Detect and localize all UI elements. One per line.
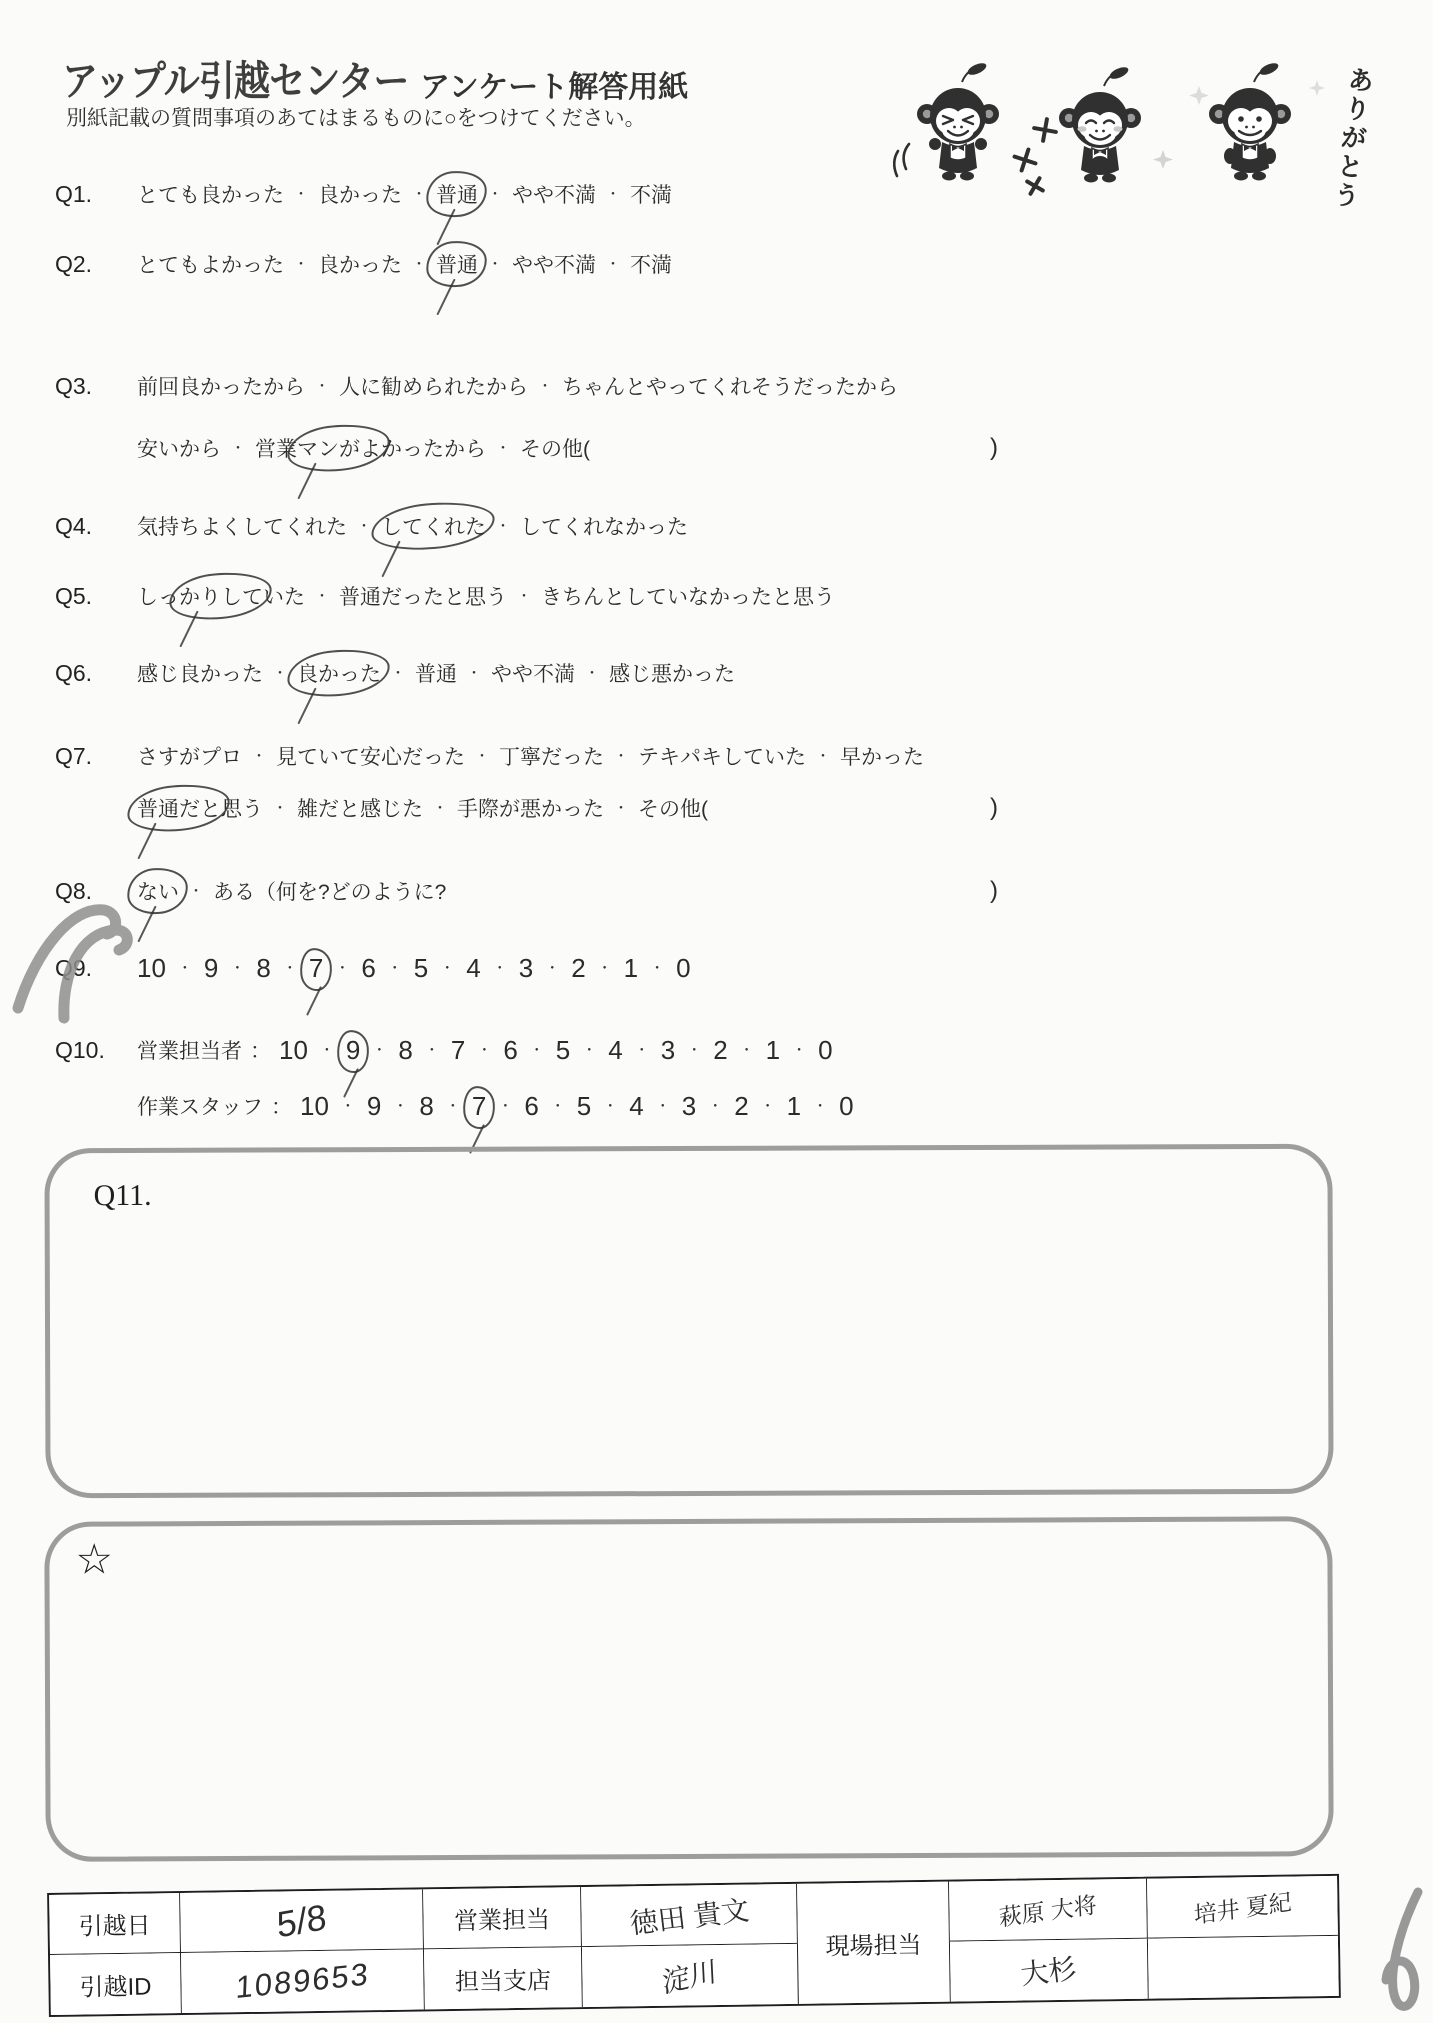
option: 丁寧だった — [499, 746, 604, 769]
cell-label: 営業担当 — [453, 1906, 551, 1935]
separator: ・ — [687, 1042, 702, 1058]
separator: ・ — [319, 1042, 334, 1058]
option: ある（何を?どのように? — [213, 881, 447, 904]
handwritten-crew-name: 培井 夏紀 — [1193, 1888, 1292, 1929]
star-comment-box — [44, 1516, 1333, 1862]
separator: ・ — [315, 588, 329, 604]
branch-label-cell — [424, 1947, 583, 2009]
handwritten-move-date: 5/8 — [275, 1895, 328, 1946]
question-number: Q9. — [55, 954, 93, 981]
score-option: 7 — [450, 1034, 466, 1065]
circled-option: してくれた — [381, 511, 486, 541]
option: 見ていて安心だった — [276, 746, 465, 769]
separator: ・ — [655, 1098, 670, 1114]
question-number: Q7. — [55, 742, 93, 769]
separator: ・ — [550, 1098, 565, 1114]
crew-name-cell — [950, 1939, 1149, 2002]
separator: ・ — [340, 1098, 355, 1114]
star-icon: ☆ — [75, 1535, 114, 1583]
separator: ・ — [273, 800, 287, 816]
cell-label: 引越ID — [79, 1972, 152, 2002]
separator: ・ — [475, 748, 489, 764]
question-row-q9 — [55, 950, 1365, 986]
separator: ・ — [467, 665, 481, 681]
separator: ・ — [273, 665, 287, 681]
move-date-value-cell — [180, 1889, 424, 1953]
crew-name-cell — [949, 1879, 1148, 1942]
score-option: 3 — [660, 1034, 676, 1065]
circled-option-part: かりして — [179, 581, 263, 611]
separator: ・ — [387, 960, 402, 976]
option: やや不満 — [512, 254, 596, 277]
separator: ・ — [445, 1098, 460, 1114]
handwritten-sales-name: 徳田 貴文 — [627, 1893, 751, 1940]
question-number: Q10. — [55, 1036, 105, 1063]
option: 感じ良かった — [137, 663, 263, 686]
score-option: 2 — [713, 1034, 728, 1065]
question-row-q4 — [55, 508, 1365, 544]
separator: ・ — [650, 960, 665, 976]
score-option: 9 — [366, 1090, 382, 1121]
separator: ・ — [372, 1042, 387, 1058]
circled-score: 7 — [471, 1090, 487, 1121]
score-option: 0 — [818, 1034, 833, 1065]
option-text: かったから — [381, 438, 486, 461]
separator: ・ — [393, 1098, 408, 1114]
separator: ・ — [282, 960, 297, 976]
handwritten-crew-name: 大杉 — [1019, 1952, 1079, 1991]
separator: ・ — [496, 518, 510, 534]
circled-option: ない — [137, 876, 179, 906]
option: 感じ悪かった — [609, 663, 735, 686]
option: 早かった — [840, 746, 924, 769]
score-option: 1 — [786, 1090, 802, 1121]
circled-option: 良かった — [297, 658, 381, 688]
colon: ： — [250, 1040, 271, 1063]
score-option: 3 — [518, 952, 534, 983]
separator: ・ — [816, 748, 830, 764]
move-id-value-cell — [181, 1949, 425, 2013]
score-option: 8 — [419, 1090, 434, 1121]
score-option: 0 — [676, 952, 691, 983]
score-option: 4 — [466, 952, 481, 983]
option: 良かった — [318, 184, 402, 207]
option — [137, 581, 305, 611]
cell-label: 担当支店 — [454, 1967, 552, 1996]
separator: ・ — [517, 588, 531, 604]
question-row-q3-line2 — [55, 430, 1365, 466]
option: とてもよかった — [137, 254, 284, 277]
separator: ・ — [614, 748, 628, 764]
question-row-q2 — [55, 246, 1365, 282]
monkey-3 — [1209, 61, 1291, 181]
circled-option: 普通 — [436, 179, 478, 209]
score-option: 5 — [576, 1090, 592, 1121]
separator: ・ — [597, 960, 612, 976]
separator: ・ — [498, 1098, 513, 1114]
score-option: 5 — [555, 1034, 571, 1065]
score-option: 3 — [681, 1090, 697, 1121]
handwritten-branch-name: 淀川 — [661, 1955, 719, 1999]
score-option: 9 — [203, 952, 219, 983]
separator: ・ — [739, 1042, 754, 1058]
option-other: その他( — [638, 798, 708, 821]
separator: ・ — [606, 186, 620, 202]
sales-label-cell — [423, 1887, 582, 1949]
close-paren: ) — [990, 794, 998, 821]
question-row-q7-line1 — [55, 738, 1365, 774]
option: さすがプロ — [137, 746, 242, 769]
separator: ・ — [496, 440, 510, 456]
separator: ・ — [614, 800, 628, 816]
option: 不満 — [630, 254, 672, 277]
circled-option-part: 普通だと — [137, 793, 221, 823]
move-date-label-cell — [49, 1893, 181, 1955]
option: 普通だったと思う — [339, 586, 507, 609]
score-option: 4 — [608, 1034, 623, 1065]
separator: ・ — [708, 1098, 723, 1114]
site-label-cell — [797, 1882, 951, 2004]
separator: ・ — [477, 1042, 492, 1058]
handwritten-move-id: 1089653 — [234, 1956, 371, 2006]
separator: ・ — [488, 186, 502, 202]
question-row-q3-line1 — [55, 368, 1365, 404]
option: してくれなかった — [520, 516, 688, 539]
separator: ・ — [538, 378, 552, 394]
option — [255, 433, 486, 463]
circled-option: 普通 — [436, 249, 478, 279]
score-option: 10 — [137, 952, 166, 983]
score-option: 2 — [734, 1090, 749, 1121]
separator: ・ — [424, 1042, 439, 1058]
question-row-q6 — [55, 655, 1365, 691]
separator: ・ — [412, 256, 426, 272]
option: 不満 — [630, 184, 672, 207]
separator: ・ — [315, 378, 329, 394]
score-option: 1 — [765, 1034, 781, 1065]
cell-label: 現場担当 — [825, 1931, 922, 1960]
separator: ・ — [582, 1042, 597, 1058]
score-option: 10 — [279, 1034, 308, 1065]
separator: ・ — [792, 1042, 807, 1058]
separator: ・ — [760, 1098, 775, 1114]
option: やや不満 — [491, 663, 575, 686]
option: とても良かった — [137, 184, 284, 207]
crew-name-cell — [1147, 1876, 1338, 1939]
separator: ・ — [231, 440, 245, 456]
question-row-q1 — [55, 176, 1365, 212]
score-option: 6 — [361, 952, 376, 983]
score-option: 10 — [300, 1090, 329, 1121]
sheet-title: アンケート解答用紙 — [420, 71, 689, 104]
handwritten-crew-name: 萩原 大将 — [998, 1891, 1098, 1931]
separator: ・ — [545, 960, 560, 976]
circled-score: 7 — [308, 952, 324, 983]
separator: ・ — [488, 256, 502, 272]
grey-pen-scribble-right — [1376, 1886, 1433, 2023]
option-text: しっ — [137, 586, 179, 609]
q11-label: Q11. — [93, 1178, 152, 1213]
option: 雑だと感じた — [297, 798, 423, 821]
thank-you-text: ありがとう — [1328, 64, 1377, 213]
branch-name-cell — [582, 1944, 799, 2007]
separator: ・ — [412, 186, 426, 202]
question-number: Q5. — [55, 582, 93, 609]
colon: ： — [271, 1096, 292, 1119]
separator: ・ — [585, 665, 599, 681]
option: やや不満 — [512, 184, 596, 207]
question-number: Q8. — [55, 877, 93, 904]
q11-comment-box — [44, 1144, 1333, 1498]
instruction-text: 別紙記載の質問事項のあてはまるものに○をつけてください。 — [66, 107, 646, 130]
question-number: Q3. — [55, 372, 93, 399]
separator: ・ — [294, 256, 308, 272]
option-text: 営業 — [255, 438, 297, 461]
close-paren: ) — [990, 877, 998, 904]
separator: ・ — [357, 518, 371, 534]
score-option: 6 — [524, 1090, 539, 1121]
separator: ・ — [492, 960, 507, 976]
separator: ・ — [177, 960, 192, 976]
question-row-q5 — [55, 578, 1365, 614]
move-id-label-cell — [50, 1953, 182, 2015]
score-option: 6 — [503, 1034, 518, 1065]
separator: ・ — [529, 1042, 544, 1058]
separator: ・ — [603, 1098, 618, 1114]
option: 普通 — [415, 663, 457, 686]
separator: ・ — [294, 186, 308, 202]
circled-option-part: マンがよ — [297, 433, 381, 463]
separator: ・ — [189, 883, 203, 899]
question-row-q7-line2 — [55, 790, 1365, 826]
separator: ・ — [606, 256, 620, 272]
option: 前回良かったから — [137, 376, 305, 399]
option: 良かった — [318, 254, 402, 277]
separator: ・ — [391, 665, 405, 681]
option-text: 思う — [221, 798, 263, 821]
option: きちんとしていなかったと思う — [541, 586, 835, 609]
question-row-q8 — [55, 873, 1365, 909]
score-row-label: 営業担当者 — [137, 1040, 242, 1063]
option: 人に勧められたから — [339, 376, 528, 399]
separator: ・ — [634, 1042, 649, 1058]
separator: ・ — [813, 1098, 828, 1114]
question-row-q10-sales — [55, 1032, 1365, 1068]
question-number: Q1. — [55, 180, 93, 207]
question-number: Q4. — [55, 512, 93, 539]
option: 手際が悪かった — [457, 798, 604, 821]
monkey-1 — [917, 61, 999, 181]
question-number: Q6. — [55, 659, 93, 686]
separator: ・ — [433, 800, 447, 816]
option: 安いから — [137, 438, 221, 461]
score-option: 0 — [839, 1090, 854, 1121]
question-number: Q2. — [55, 250, 93, 277]
separator: ・ — [230, 960, 245, 976]
option-other: その他( — [520, 438, 590, 461]
score-option: 8 — [398, 1034, 413, 1065]
option: 気持ちよくしてくれた — [137, 516, 347, 539]
company-logo: アップル引越センター — [62, 58, 409, 104]
score-option: 8 — [256, 952, 271, 983]
separator: ・ — [252, 748, 266, 764]
separator: ・ — [440, 960, 455, 976]
option-text: いた — [263, 586, 305, 609]
score-option: 1 — [623, 952, 639, 983]
grey-pen-scribble-left — [6, 886, 166, 1026]
score-option: 5 — [413, 952, 429, 983]
question-row-q10-staff — [55, 1088, 1365, 1124]
footer-info-table — [47, 1874, 1341, 2017]
monkey-2 — [1059, 65, 1141, 183]
close-paren: ) — [990, 434, 998, 461]
option: テキパキしていた — [638, 746, 806, 769]
cell-label: 引越日 — [78, 1912, 151, 1941]
score-option: 2 — [571, 952, 586, 983]
score-row-label: 作業スタッフ — [137, 1096, 263, 1119]
sales-name-cell — [581, 1884, 798, 1947]
option — [137, 793, 263, 823]
option: ちゃんとやってくれそうだったから — [562, 376, 898, 399]
crew-name-cell-empty — [1148, 1936, 1339, 1999]
separator: ・ — [335, 960, 350, 976]
circled-score: 9 — [345, 1034, 361, 1065]
score-option: 4 — [629, 1090, 644, 1121]
